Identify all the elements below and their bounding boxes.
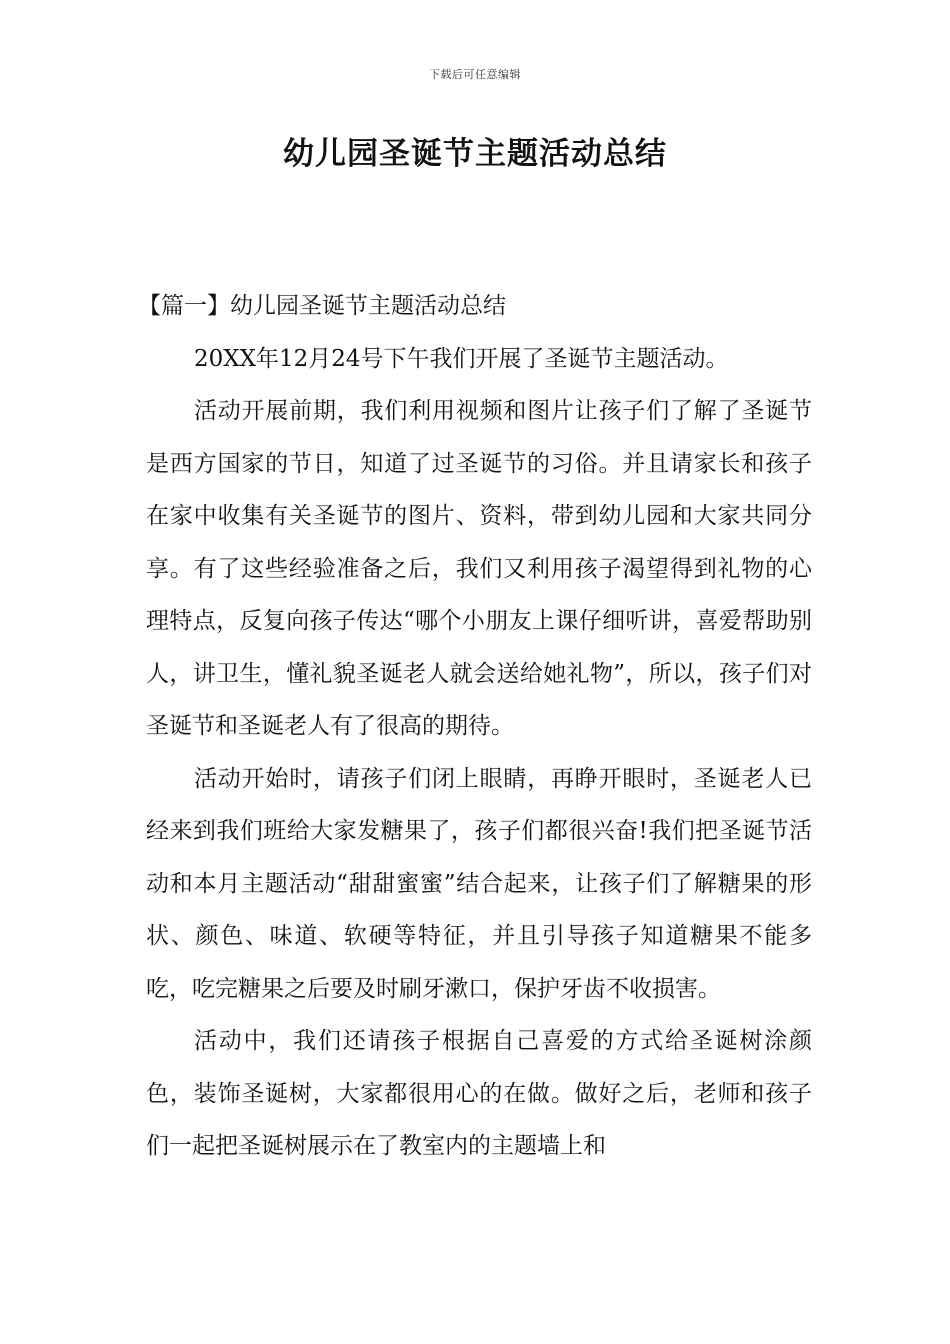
document-title: 幼儿园圣诞节主题活动总结: [283, 136, 667, 172]
paragraph-2: 活动开展前期，我们利用视频和图片让孩子们了解了圣诞节是西方国家的节日，知道了过圣诞节的习俗。并且请家长和孩子在家中收集有关圣诞节的图片、资料，带到幼儿园和大家共同分享。有了这些经验准备之后，我们又利用孩子渴望得到礼物的心理特点，反复向孩子传达“哪个小朋友上课仔细听讲，喜爱帮助别人，讲卫生，懂礼貌圣诞老人就会送给她礼物”，所以，孩子们对圣诞节和圣诞老人有了很高的期待。: [146, 398, 812, 739]
paragraph-4: 活动中，我们还请孩子根据自己喜爱的方式给圣诞树涂颜色，装饰圣诞树，大家都很用心的在做。做好之后，老师和孩子们一起把圣诞树展示在了教室内的主题墙上和: [146, 1028, 812, 1159]
paragraph-1: 20XX年12月24号下午我们开展了圣诞节主题活动。: [194, 345, 729, 372]
paragraph-3: 活动开始时，请孩子们闭上眼睛，再睁开眼时，圣诞老人已经来到我们班给大家发糖果了，孩子们都很兴奋!我们把圣诞节活动和本月主题活动“甜甜蜜蜜”结合起来，让孩子们了解糖果的形状、颜色、味道、软硬等特征，并且引导孩子知道糖果不能多吃，吃完糖果之后要及时刷牙漱口，保护牙齿不收损害。: [146, 765, 812, 1002]
header-note: 下载后可任意编辑: [429, 68, 521, 81]
section-heading: 【篇一】幼儿园圣诞节主题活动总结: [138, 293, 506, 319]
document-body: [138, 280, 812, 1173]
